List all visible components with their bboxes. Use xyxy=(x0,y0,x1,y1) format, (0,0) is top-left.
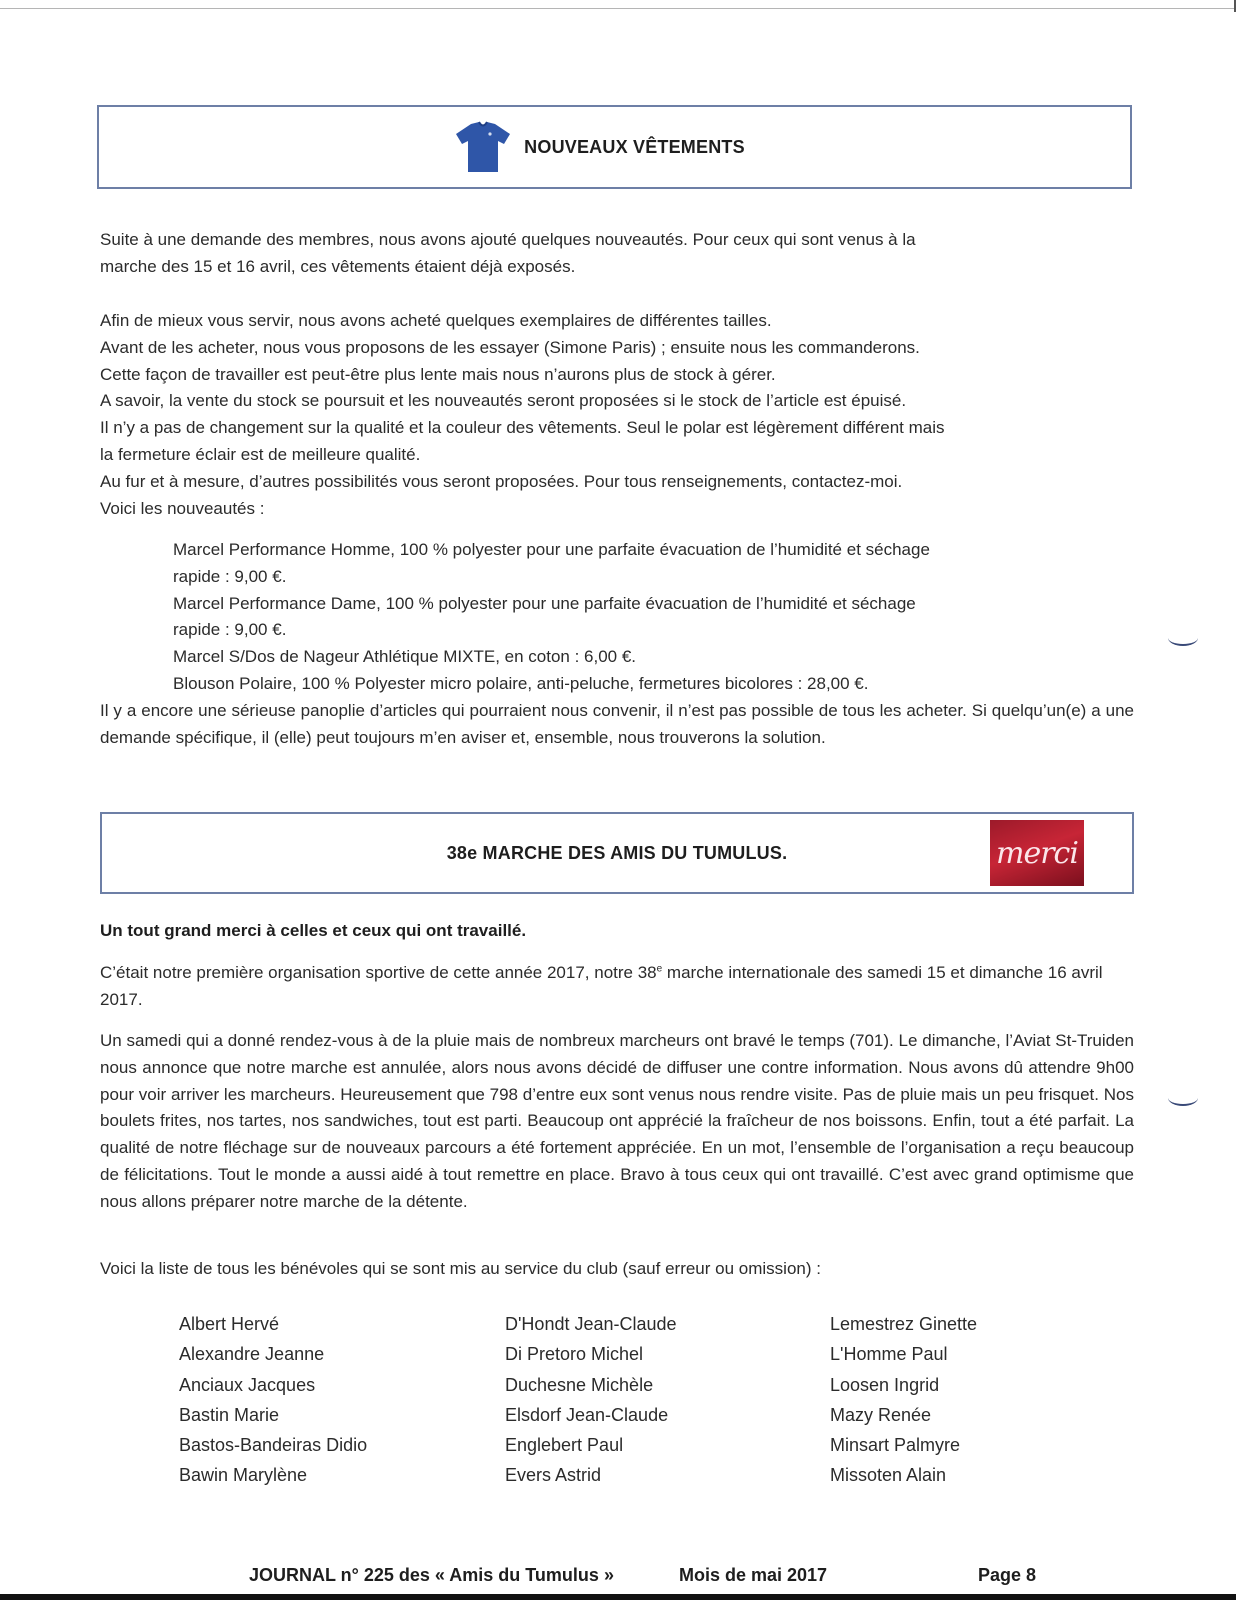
volunteer-name: Missoten Alain xyxy=(830,1465,947,1486)
volunteer-name: Bastin Marie xyxy=(179,1404,280,1425)
product-list xyxy=(173,537,1113,698)
ordinal-suffix: e xyxy=(656,963,663,975)
volunteer-name: Albert Hervé xyxy=(179,1314,280,1334)
closing-paragraph: Il y a encore une sérieuse panoplie d’articles qui pourraient nous convenir, il n’est pas possible de tous les acheter. Si quelqu’un(e) a une demande spécifique, il (elle) peut toujours m’en aviser et, ensemble, nous trouverons la solution. xyxy=(100,701,1134,747)
volunteers-column-1 xyxy=(179,1309,367,1491)
scan-mark xyxy=(1168,630,1198,646)
volunteer-name: Elsdorf Jean-Claude xyxy=(505,1404,669,1425)
report-paragraph: Un samedi qui a donné rendez-vous à de la pluie mais de nombreux marcheurs ont bravé le temps (701). Le dimanche, l’Aviat St-Truiden nous annonce que notre marche est annulée, alors nous avons décidé de diffuser une contre information. Nous avons dû attendre 9h00 pour voir arriver les marcheurs. Heureusement que 798 d’entre eux sont venus nous rendre visite. Pas de pluie mais un peu frisquet. Nos boulets frites, nos tartes, nos sandwiches, tout est parti. Beaucoup ont apprécié la fraîcheur de nos boissons. Enfin, tout a été parfait. La qualité de notre fléchage sur de nouveaux parcours a été fortement appréciée. En un mot, l’ensemble de l’organisation a reçu beaucoup de félicitations. Tout le monde a aussi aidé à tout remettre en place. Bravo à tous ceux qui ont travaillé. C’est avec grand optimisme que nous allons préparer notre marche de la détente. xyxy=(100,1031,1134,1211)
volunteers-column-3 xyxy=(830,1309,977,1491)
text-line: marche des 15 et 16 avril, ces vêtements étaient déjà exposés. xyxy=(100,256,576,276)
list-item: Marcel S/Dos de Nageur Athlétique MIXTE, en coton : 6,00 €. xyxy=(173,647,637,667)
list-item: Marcel Performance Dame, 100 % polyester pour une parfaite évacuation de l’humidité et séchage xyxy=(173,593,916,613)
section-header-marche xyxy=(100,812,1134,894)
page-footer xyxy=(0,1565,1236,1593)
footer-journal: JOURNAL n° 225 des « Amis du Tumulus » xyxy=(249,1565,614,1585)
section-header-vetements xyxy=(97,105,1132,189)
event-text-rest: marche internationale des samedi 15 et dimanche 16 avril 2017. xyxy=(100,963,1103,1009)
volunteer-name: Minsart Palmyre xyxy=(830,1435,961,1456)
event-text: C’était notre première organisation sportive de cette année 2017, notre 38 xyxy=(100,963,657,982)
list-item: rapide : 9,00 €. xyxy=(173,566,287,586)
text-line: la fermeture éclair est de meilleure qualité. xyxy=(100,444,421,464)
text-line: A savoir, la vente du stock se poursuit et les nouveautés seront proposées si le stock de l’article est épuisé. xyxy=(100,391,907,411)
volunteers-column-2 xyxy=(505,1309,677,1491)
volunteer-name: Evers Astrid xyxy=(505,1465,602,1486)
volunteer-name: Alexandre Jeanne xyxy=(179,1344,325,1365)
text-line: Suite à une demande des membres, nous avons ajouté quelques nouveautés. Pour ceux qui sont venus à la xyxy=(100,230,916,249)
footer-month: Mois de mai 2017 xyxy=(679,1565,828,1585)
section-title-marche: 38e MARCHE DES AMIS DU TUMULUS. xyxy=(446,842,788,863)
tshirt-icon xyxy=(454,120,512,174)
text-line: Afin de mieux vous servir, nous avons acheté quelques exemplaires de différentes tailles. xyxy=(100,311,772,330)
body-paragraph xyxy=(100,308,1134,522)
volunteer-name: Bawin Marylène xyxy=(179,1465,308,1486)
list-item: Marcel Performance Homme, 100 % polyester pour une parfaite évacuation de l’humidité et séchage xyxy=(173,540,930,559)
section-title-vetements: NOUVEAUX VÊTEMENTS xyxy=(524,136,745,157)
volunteer-name: Di Pretoro Michel xyxy=(505,1344,644,1365)
volunteer-name: Anciaux Jacques xyxy=(179,1374,316,1395)
thanks-heading: Un tout grand merci à celles et ceux qui ont travaillé. xyxy=(100,921,527,940)
text-line: Cette façon de travailler est peut-être plus lente mais nous n’aurons plus de stock à gérer. xyxy=(100,364,776,384)
text-line: Il n’y a pas de changement sur la qualité et la couleur des vêtements. Seul le polar est légèrement différent mais xyxy=(100,418,945,438)
volunteer-name: Englebert Paul xyxy=(505,1435,624,1456)
intro-paragraph xyxy=(100,227,1134,281)
volunteer-name: Loosen Ingrid xyxy=(830,1374,940,1395)
merci-image: merci xyxy=(990,820,1084,886)
volunteer-name: Bastos-Bandeiras Didio xyxy=(179,1435,368,1456)
volunteer-name: Mazy Renée xyxy=(830,1404,932,1425)
volunteers-intro: Voici la liste de tous les bénévoles qui se sont mis au service du club (sauf erreur ou omission) : xyxy=(100,1259,821,1278)
scan-mark xyxy=(1168,1090,1198,1106)
text-line: Voici les nouveautés : xyxy=(100,498,265,518)
volunteer-name: D'Hondt Jean-Claude xyxy=(505,1314,677,1334)
list-item: Blouson Polaire, 100 % Polyester micro polaire, anti-peluche, fermetures bicolores : 28,00 €. xyxy=(173,673,869,693)
bottom-rule xyxy=(0,1594,1236,1600)
list-item: rapide : 9,00 €. xyxy=(173,620,287,640)
volunteer-name: L'Homme Paul xyxy=(830,1344,948,1365)
volunteer-name: Duchesne Michèle xyxy=(505,1374,654,1395)
event-paragraph xyxy=(100,960,1134,1014)
text-line: Au fur et à mesure, d’autres possibilités vous seront proposées. Pour tous renseignements, contactez-moi. xyxy=(100,471,903,491)
text-line: Avant de les acheter, nous vous proposons de les essayer (Simone Paris) ; ensuite nous les commanderons. xyxy=(100,337,920,357)
volunteer-name: Lemestrez Ginette xyxy=(830,1314,978,1334)
top-rule xyxy=(0,8,1236,9)
footer-page-number: Page 8 xyxy=(978,1565,1037,1585)
